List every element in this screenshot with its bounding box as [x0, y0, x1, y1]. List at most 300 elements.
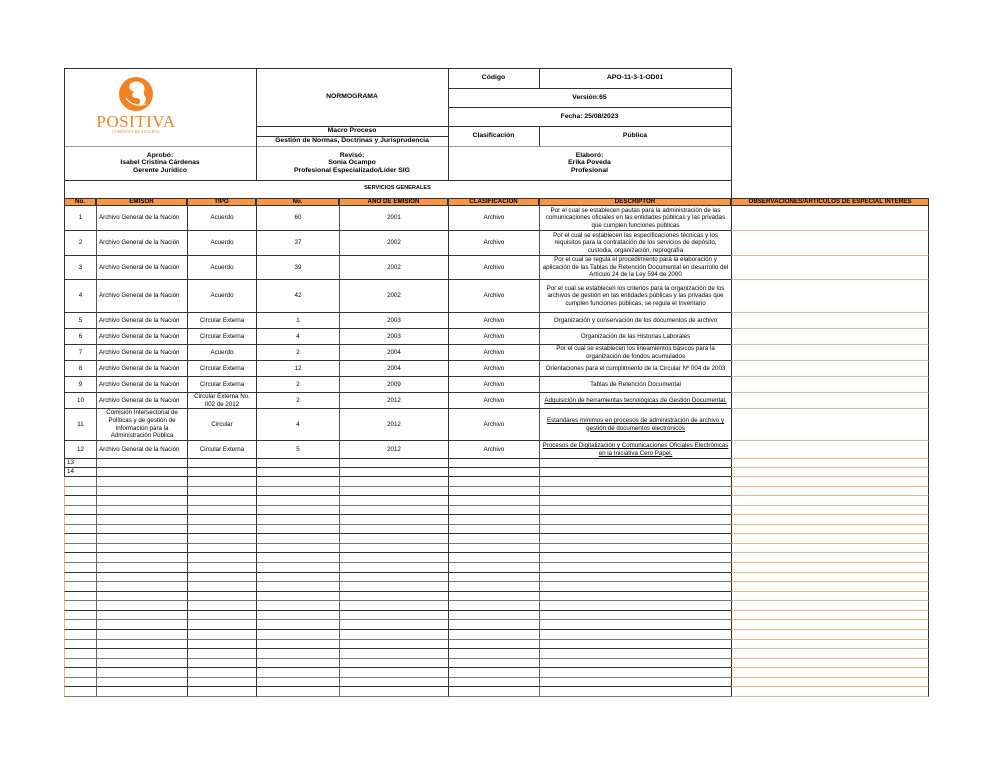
- col-tipo-empty: [187, 668, 256, 678]
- col-numero: [256, 459, 339, 468]
- col-emisor: Archivo General de la Nación: [96, 206, 187, 231]
- col-descriptor-empty: [539, 659, 731, 669]
- col-numero: 1: [256, 313, 339, 329]
- col-clasificacion: Archivo: [448, 206, 539, 231]
- col-emisor: Archivo General de la Nación: [96, 231, 187, 256]
- col-no-empty: [64, 515, 96, 525]
- col-no: 4: [64, 280, 96, 313]
- col-emisor-empty: [96, 525, 187, 535]
- col-numero-empty: [256, 687, 339, 697]
- col-observaciones-empty: [731, 534, 929, 544]
- col-clasificacion-empty: [448, 659, 539, 669]
- col-numero: 39: [256, 256, 339, 280]
- col-numero: 42: [256, 280, 339, 313]
- col-tipo-empty: [187, 573, 256, 583]
- col-anio: [339, 468, 448, 477]
- positiva-logo: [90, 74, 182, 138]
- col-numero: 4: [256, 329, 339, 345]
- codigo-label: Código: [481, 74, 506, 82]
- divider: [448, 68, 449, 180]
- col-descriptor-empty: [539, 668, 731, 678]
- column-header-descriptor: DESCRIPTOR: [539, 198, 731, 206]
- col-anio-empty: [339, 506, 448, 516]
- col-clasificacion: Archivo: [448, 377, 539, 393]
- col-descriptor-empty: [539, 687, 731, 697]
- col-tipo-empty: [187, 544, 256, 554]
- divider: [64, 68, 65, 198]
- col-tipo-empty: [187, 553, 256, 563]
- col-descriptor-empty: [539, 601, 731, 611]
- col-numero-empty: [256, 477, 339, 487]
- column-header-numero: No.: [256, 198, 339, 206]
- col-clasificacion-empty: [448, 544, 539, 554]
- col-clasificacion: Archivo: [448, 280, 539, 313]
- col-tipo: Acuerdo: [187, 345, 256, 361]
- divider: [539, 126, 540, 146]
- col-tipo-empty: [187, 611, 256, 621]
- col-clasificacion: Archivo: [448, 345, 539, 361]
- col-clasificacion-empty: [448, 534, 539, 544]
- col-numero: 2: [256, 345, 339, 361]
- col-descriptor: Tablas de Retención Documental: [539, 377, 731, 393]
- col-emisor-empty: [96, 640, 187, 650]
- col-tipo: Circular Externa No. 002 de 2012: [187, 393, 256, 409]
- col-descriptor-empty: [539, 611, 731, 621]
- reviso-block: [256, 146, 448, 180]
- col-no-empty: [64, 678, 96, 688]
- col-descriptor-empty: [539, 487, 731, 497]
- col-clasificacion-empty: [448, 573, 539, 583]
- col-no-empty: [64, 659, 96, 669]
- col-numero-empty: [256, 640, 339, 650]
- elaboro-name: Erika Poveda: [568, 159, 611, 167]
- col-clasificacion-empty: [448, 496, 539, 506]
- col-descriptor-empty: [539, 592, 731, 602]
- col-anio-empty: [339, 659, 448, 669]
- col-observaciones: [731, 409, 929, 441]
- col-numero-empty: [256, 582, 339, 592]
- col-no: 6: [64, 329, 96, 345]
- col-clasificacion-empty: [448, 620, 539, 630]
- col-clasificacion-empty: [448, 592, 539, 602]
- col-emisor-empty: [96, 553, 187, 563]
- col-emisor: Archivo General de la Nación: [96, 361, 187, 377]
- col-no: 5: [64, 313, 96, 329]
- col-no-empty: [64, 553, 96, 563]
- col-anio-empty: [339, 630, 448, 640]
- reviso-label: Revisó:: [339, 151, 365, 159]
- col-emisor: Archivo General de la Nación: [96, 329, 187, 345]
- col-anio-empty: [339, 649, 448, 659]
- col-descriptor-empty: [539, 496, 731, 506]
- col-descriptor-empty: [539, 515, 731, 525]
- col-no-empty: [64, 630, 96, 640]
- col-anio-empty: [339, 544, 448, 554]
- clasificacion-label: Clasificación: [472, 132, 515, 140]
- col-numero-empty: [256, 553, 339, 563]
- col-anio: 2002: [339, 280, 448, 313]
- col-no: 1: [64, 206, 96, 231]
- col-emisor: Archivo General de la Nación: [96, 345, 187, 361]
- col-descriptor: Orientaciones para el cumplimiento de la Circular Nº 004 de 2003: [539, 361, 731, 377]
- col-descriptor-empty: [539, 525, 731, 535]
- col-observaciones-empty: [731, 573, 929, 583]
- col-no-empty: [64, 544, 96, 554]
- col-clasificacion-empty: [448, 553, 539, 563]
- col-numero-empty: [256, 678, 339, 688]
- col-observaciones-empty: [731, 553, 929, 563]
- divider: [448, 107, 731, 108]
- col-observaciones: [731, 231, 929, 256]
- col-tipo: Circular Externa: [187, 441, 256, 459]
- divider: [64, 146, 731, 147]
- col-anio-empty: [339, 592, 448, 602]
- col-tipo: [187, 468, 256, 477]
- col-anio-empty: [339, 534, 448, 544]
- col-emisor: Archivo General de la Nación: [96, 313, 187, 329]
- col-tipo-empty: [187, 515, 256, 525]
- col-anio-empty: [339, 640, 448, 650]
- col-tipo-empty: [187, 582, 256, 592]
- col-numero-empty: [256, 620, 339, 630]
- macro-process-label: Macro Proceso: [327, 127, 377, 135]
- col-numero: 12: [256, 361, 339, 377]
- col-anio-empty: [339, 620, 448, 630]
- col-observaciones-empty: [731, 620, 929, 630]
- col-clasificacion-empty: [448, 678, 539, 688]
- col-clasificacion-empty: [448, 582, 539, 592]
- col-clasificacion-empty: [448, 601, 539, 611]
- col-tipo: Circular Externa: [187, 329, 256, 345]
- column-header-tipo: TIPO: [187, 198, 256, 206]
- col-emisor: Archivo General de la Nación: [96, 256, 187, 280]
- col-numero: 2: [256, 377, 339, 393]
- col-emisor-empty: [96, 515, 187, 525]
- divider: [256, 136, 448, 137]
- col-tipo: Acuerdo: [187, 256, 256, 280]
- column-header-no: No.: [64, 198, 96, 206]
- col-anio: 2009: [339, 377, 448, 393]
- col-tipo-empty: [187, 620, 256, 630]
- col-emisor-empty: [96, 611, 187, 621]
- col-no-empty: [64, 534, 96, 544]
- col-no-empty: [64, 563, 96, 573]
- version: Versión:65: [572, 93, 607, 101]
- col-emisor-empty: [96, 573, 187, 583]
- col-clasificacion-empty: [448, 611, 539, 621]
- logo-tagline: COMPAÑÍA DE SEGUROS: [112, 130, 160, 134]
- col-descriptor: Por el cual se establecen pautas para la administración de las comunicaciones oficiales en las entidades públicas y las privadas que cumplen funciones públicas: [539, 206, 731, 231]
- col-tipo-empty: [187, 640, 256, 650]
- col-anio: 2002: [339, 256, 448, 280]
- col-tipo: Circular Externa: [187, 361, 256, 377]
- col-no-empty: [64, 687, 96, 697]
- col-observaciones-empty: [731, 611, 929, 621]
- col-clasificacion: [448, 459, 539, 468]
- col-emisor-empty: [96, 678, 187, 688]
- col-emisor: [96, 459, 187, 468]
- col-descriptor: Por el cual se regula el procedimiento para la elaboración y aplicación de las Tablas de Retención Documental en desarrollo del Artículo 24 de la Ley 594 de 2000: [539, 256, 731, 280]
- col-clasificacion-empty: [448, 515, 539, 525]
- col-observaciones-empty: [731, 477, 929, 487]
- col-numero-empty: [256, 630, 339, 640]
- col-descriptor-empty: [539, 582, 731, 592]
- col-tipo-empty: [187, 678, 256, 688]
- col-emisor-empty: [96, 668, 187, 678]
- col-observaciones: [731, 377, 929, 393]
- col-observaciones: [731, 345, 929, 361]
- divider: [64, 180, 731, 181]
- col-no: 12: [64, 441, 96, 459]
- col-descriptor-empty: [539, 506, 731, 516]
- col-tipo-empty: [187, 534, 256, 544]
- col-emisor: Archivo General de la Nación: [96, 280, 187, 313]
- col-tipo: Circular: [187, 409, 256, 441]
- col-tipo: Acuerdo: [187, 280, 256, 313]
- col-numero-empty: [256, 668, 339, 678]
- col-numero-empty: [256, 544, 339, 554]
- col-clasificacion-empty: [448, 506, 539, 516]
- col-observaciones-empty: [731, 544, 929, 554]
- col-clasificacion: Archivo: [448, 393, 539, 409]
- col-no-empty: [64, 649, 96, 659]
- col-clasificacion-empty: [448, 649, 539, 659]
- col-numero-empty: [256, 592, 339, 602]
- col-anio-empty: [339, 582, 448, 592]
- col-emisor-empty: [96, 582, 187, 592]
- col-emisor-empty: [96, 477, 187, 487]
- col-clasificacion-empty: [448, 563, 539, 573]
- col-emisor: Archivo General de la Nación: [96, 377, 187, 393]
- col-anio-empty: [339, 487, 448, 497]
- col-clasificacion-empty: [448, 668, 539, 678]
- col-observaciones-empty: [731, 668, 929, 678]
- col-emisor-empty: [96, 630, 187, 640]
- col-observaciones: [731, 280, 929, 313]
- col-no-empty: [64, 592, 96, 602]
- col-descriptor: [539, 468, 731, 477]
- col-emisor-empty: [96, 592, 187, 602]
- col-anio-empty: [339, 563, 448, 573]
- col-numero-empty: [256, 525, 339, 535]
- col-observaciones: [731, 441, 929, 459]
- col-emisor-empty: [96, 563, 187, 573]
- col-emisor: [96, 468, 187, 477]
- col-clasificacion: Archivo: [448, 313, 539, 329]
- col-tipo: Circular Externa: [187, 377, 256, 393]
- col-tipo-empty: [187, 496, 256, 506]
- descriptor-link[interactable]: Adquisición de herramientas tecnológicas de Gestión Documental.: [539, 393, 731, 409]
- col-no-empty: [64, 582, 96, 592]
- col-no-empty: [64, 573, 96, 583]
- col-clasificacion-empty: [448, 477, 539, 487]
- col-no-empty: [64, 525, 96, 535]
- col-anio: 2012: [339, 441, 448, 459]
- col-numero-empty: [256, 649, 339, 659]
- col-observaciones-empty: [731, 630, 929, 640]
- positiva-logo-icon: [90, 74, 182, 114]
- col-numero-empty: [256, 487, 339, 497]
- col-anio: 2003: [339, 329, 448, 345]
- col-anio-empty: [339, 553, 448, 563]
- col-observaciones-empty: [731, 649, 929, 659]
- divider: [539, 68, 540, 88]
- clasificacion-value: Pública: [622, 132, 648, 140]
- col-anio-empty: [339, 573, 448, 583]
- macro-process-value: Gestión de Normas, Doctrinas y Jurisprudencia: [275, 137, 429, 145]
- col-anio: 2004: [339, 361, 448, 377]
- col-clasificacion: Archivo: [448, 441, 539, 459]
- elaboro-block: [448, 146, 731, 180]
- col-tipo-empty: [187, 477, 256, 487]
- col-no: 10: [64, 393, 96, 409]
- col-emisor-empty: [96, 506, 187, 516]
- fecha: Fecha: 25/08/2023: [560, 112, 619, 120]
- col-anio-empty: [339, 477, 448, 487]
- col-observaciones-empty: [731, 659, 929, 669]
- col-descriptor-empty: [539, 563, 731, 573]
- col-descriptor-empty: [539, 630, 731, 640]
- col-anio-empty: [339, 687, 448, 697]
- col-clasificacion-empty: [448, 687, 539, 697]
- col-tipo: Acuerdo: [187, 206, 256, 231]
- col-descriptor-empty: [539, 640, 731, 650]
- col-tipo-empty: [187, 487, 256, 497]
- col-clasificacion-empty: [448, 630, 539, 640]
- logo-wordmark: POSITIVA: [96, 112, 176, 131]
- aprobo-block: [64, 146, 256, 180]
- aprobo-label: Aprobó:: [146, 151, 174, 159]
- column-header-observaciones: OBSERVACIONES/ARTÍCULOS DE ESPECIAL INTERÉS: [731, 198, 929, 206]
- col-no-empty: [64, 477, 96, 487]
- col-observaciones-empty: [731, 601, 929, 611]
- col-clasificacion: [448, 468, 539, 477]
- col-tipo-empty: [187, 525, 256, 535]
- col-no: 8: [64, 361, 96, 377]
- col-descriptor-empty: [539, 534, 731, 544]
- col-observaciones-empty: [731, 592, 929, 602]
- col-numero-empty: [256, 601, 339, 611]
- col-tipo-empty: [187, 630, 256, 640]
- col-emisor-empty: [96, 601, 187, 611]
- col-no: 13: [64, 459, 96, 468]
- col-numero: 4: [256, 409, 339, 441]
- col-numero-empty: [256, 506, 339, 516]
- col-descriptor-empty: [539, 620, 731, 630]
- reviso-name: Sonia Ocampo: [328, 159, 376, 167]
- col-tipo-empty: [187, 563, 256, 573]
- codigo-value: APO-11-3-1-OD01: [606, 74, 664, 82]
- col-tipo-empty: [187, 687, 256, 697]
- col-observaciones: [731, 313, 929, 329]
- col-observaciones-empty: [731, 487, 929, 497]
- col-no-empty: [64, 601, 96, 611]
- col-tipo: [187, 459, 256, 468]
- divider: [448, 88, 731, 89]
- col-numero: [256, 468, 339, 477]
- col-observaciones: [731, 206, 929, 231]
- col-observaciones: [731, 468, 929, 477]
- col-numero-empty: [256, 611, 339, 621]
- col-emisor-empty: [96, 659, 187, 669]
- col-emisor: Archivo General de la Nación: [96, 393, 187, 409]
- column-header-emisor: EMISOR: [96, 198, 187, 206]
- col-numero-empty: [256, 563, 339, 573]
- col-clasificacion: Archivo: [448, 256, 539, 280]
- col-no-empty: [64, 611, 96, 621]
- col-no-empty: [64, 506, 96, 516]
- col-tipo-empty: [187, 506, 256, 516]
- divider: [731, 68, 732, 198]
- col-descriptor: [539, 459, 731, 468]
- col-numero: 37: [256, 231, 339, 256]
- col-descriptor-empty: [539, 544, 731, 554]
- col-observaciones-empty: [731, 525, 929, 535]
- col-numero-empty: [256, 515, 339, 525]
- col-numero: 5: [256, 441, 339, 459]
- col-observaciones-empty: [731, 563, 929, 573]
- col-descriptor-empty: [539, 649, 731, 659]
- col-tipo-empty: [187, 601, 256, 611]
- col-tipo-empty: [187, 592, 256, 602]
- col-descriptor-empty: [539, 678, 731, 688]
- col-anio-empty: [339, 611, 448, 621]
- descriptor-link[interactable]: Estandares mínimos en procesos de administración de archivo y gestión de documentos electrónicos: [539, 409, 731, 441]
- col-anio: 2004: [339, 345, 448, 361]
- col-numero-empty: [256, 573, 339, 583]
- col-observaciones: [731, 329, 929, 345]
- col-descriptor: Organización de las Historias Laborales: [539, 329, 731, 345]
- col-observaciones-empty: [731, 678, 929, 688]
- col-clasificacion-empty: [448, 525, 539, 535]
- divider: [256, 126, 731, 127]
- col-no: 3: [64, 256, 96, 280]
- col-clasificacion: Archivo: [448, 409, 539, 441]
- column-header-clasificacion: CLASIFICACIÓN: [448, 198, 539, 206]
- col-clasificacion: Archivo: [448, 361, 539, 377]
- col-anio: 2012: [339, 409, 448, 441]
- col-no-empty: [64, 668, 96, 678]
- col-observaciones: [731, 256, 929, 280]
- col-no-empty: [64, 496, 96, 506]
- elaboro-role: Profesional: [570, 166, 608, 174]
- col-numero-empty: [256, 496, 339, 506]
- col-tipo: Circular Externa: [187, 313, 256, 329]
- col-no-empty: [64, 487, 96, 497]
- col-tipo: Acuerdo: [187, 231, 256, 256]
- col-clasificacion: Archivo: [448, 329, 539, 345]
- col-anio-empty: [339, 496, 448, 506]
- col-anio: [339, 459, 448, 468]
- elaboro-label: Elaboró:: [575, 151, 604, 159]
- col-numero-empty: [256, 659, 339, 669]
- col-numero: 60: [256, 206, 339, 231]
- col-observaciones-empty: [731, 582, 929, 592]
- col-descriptor: Organización y conservación de los documentos de archivo: [539, 313, 731, 329]
- col-observaciones: [731, 393, 929, 409]
- col-tipo-empty: [187, 659, 256, 669]
- col-anio: 2003: [339, 313, 448, 329]
- col-numero-empty: [256, 534, 339, 544]
- descriptor-link[interactable]: Procesos de Digitalización y Comunicaciones Oficiales Electrónicas en la Iniciativa Cero Papel.: [539, 441, 731, 459]
- col-anio-empty: [339, 601, 448, 611]
- col-emisor-empty: [96, 496, 187, 506]
- col-observaciones-empty: [731, 687, 929, 697]
- col-emisor-empty: [96, 534, 187, 544]
- col-descriptor: Por el cual se establecen los criterios para la organización de los archivos de gestión en las entidades públicas y las privadas que cumplen funciones públicas, se regula el Inventario: [539, 280, 731, 313]
- col-emisor-empty: [96, 544, 187, 554]
- col-clasificacion-empty: [448, 487, 539, 497]
